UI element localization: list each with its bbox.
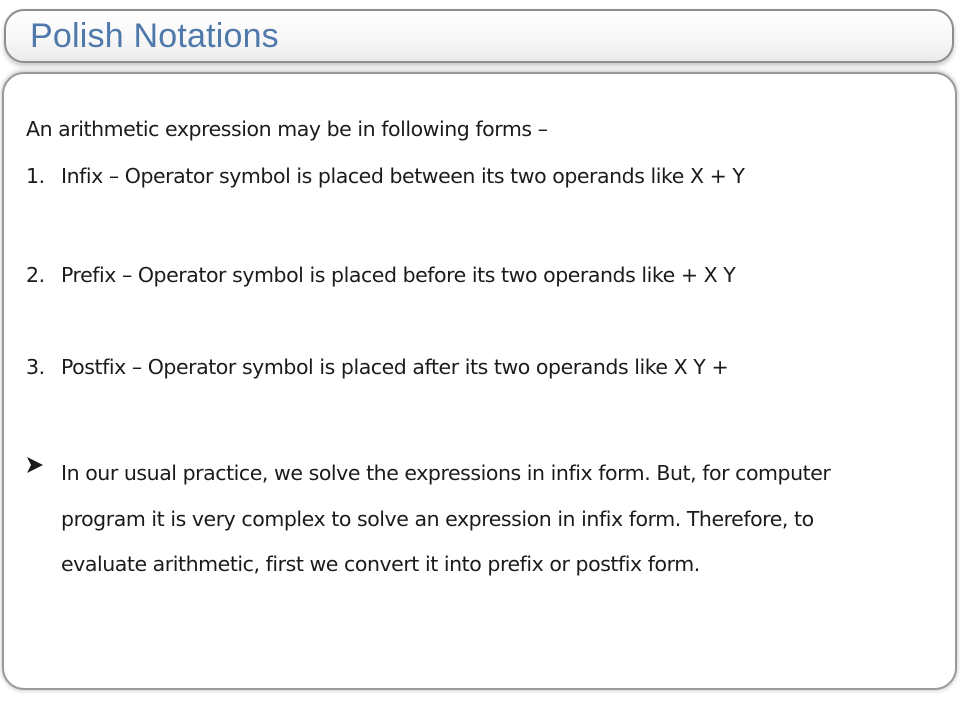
note-paragraph bbox=[61, 451, 941, 588]
list-item-prefix bbox=[26, 263, 735, 287]
list-item-text: Infix – Operator symbol is placed between its two operands like X + Y bbox=[61, 164, 745, 188]
note-line: evaluate arithmetic, first we convert it into prefix or postfix form. bbox=[61, 552, 700, 576]
intro-text: An arithmetic expression may be in following forms – bbox=[26, 117, 548, 141]
slide-title-bar bbox=[4, 9, 954, 63]
list-item-number: 2. bbox=[26, 263, 45, 287]
list-item-number: 3. bbox=[26, 355, 45, 379]
list-item-text: Postfix – Operator symbol is placed after its two operands like X Y + bbox=[61, 355, 729, 379]
list-item-infix bbox=[26, 164, 744, 188]
list-item-number: 1. bbox=[26, 164, 45, 188]
note-line: In our usual practice, we solve the expressions in infix form. But, for computer bbox=[61, 461, 831, 485]
list-item-postfix bbox=[26, 355, 728, 379]
slide-title: Polish Notations bbox=[30, 17, 279, 55]
note-line: program it is very complex to solve an expression in infix form. Therefore, to bbox=[61, 506, 814, 531]
arrow-bullet-icon bbox=[26, 456, 44, 474]
list-item-text: Prefix – Operator symbol is placed before its two operands like + X Y bbox=[61, 263, 736, 287]
